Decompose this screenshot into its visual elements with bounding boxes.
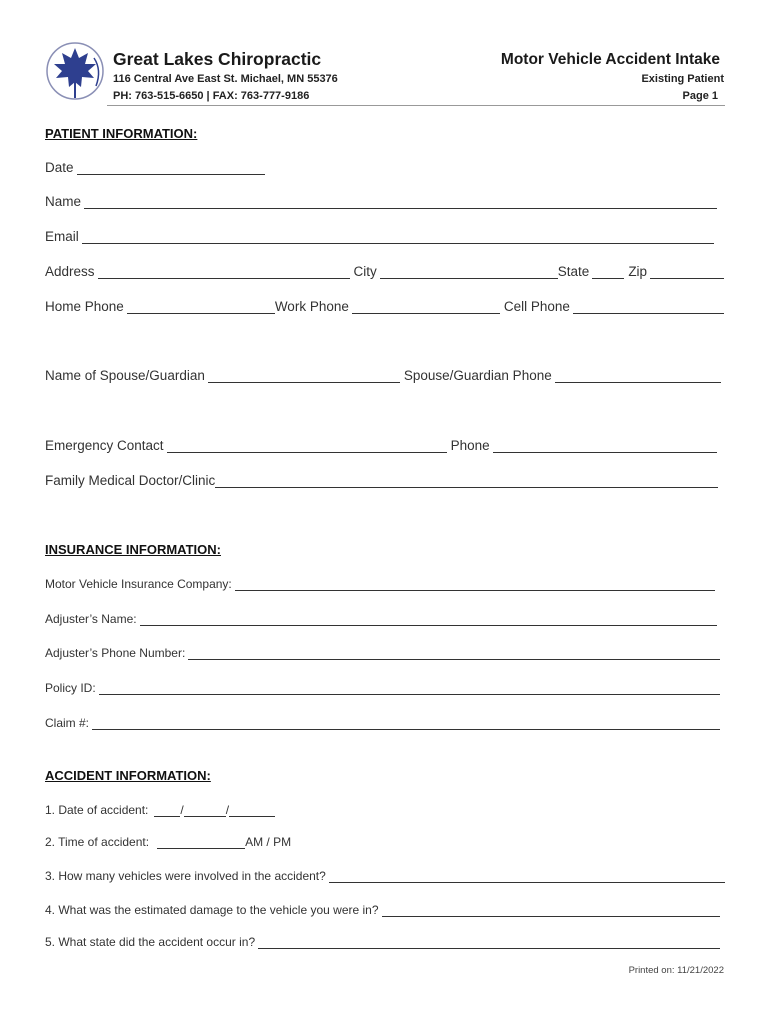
emergency-contact-line[interactable] — [167, 438, 447, 453]
state-line[interactable] — [592, 264, 624, 279]
email-field[interactable] — [45, 229, 714, 244]
insurance-company-field[interactable] — [45, 576, 715, 591]
accident-state-field[interactable] — [45, 934, 720, 949]
insurance-company-label: Motor Vehicle Insurance Company: — [45, 577, 232, 591]
q5-label: 5. What state did the accident occur in? — [45, 935, 256, 949]
adjuster-name-label: Adjuster’s Name: — [45, 612, 137, 626]
cell-phone-line[interactable] — [573, 299, 724, 314]
form-subtitle: Existing Patient — [641, 73, 724, 85]
state-label: State — [557, 264, 590, 279]
adjuster-phone-label: Adjuster’s Phone Number: — [45, 646, 186, 660]
vehicles-line[interactable] — [329, 868, 725, 883]
q1-label: 1. Date of accident: — [45, 803, 149, 817]
city-line[interactable] — [380, 264, 558, 279]
home-phone-line[interactable] — [127, 299, 275, 314]
emergency-row — [45, 438, 717, 453]
accident-day-line[interactable] — [184, 802, 226, 817]
date-line[interactable] — [77, 160, 265, 175]
family-doctor-label: Family Medical Doctor/Clinic — [45, 473, 216, 488]
damage-field[interactable] — [45, 902, 720, 917]
am-pm-label: AM / PM — [245, 835, 292, 849]
adjuster-phone-line[interactable] — [188, 645, 720, 660]
header-divider — [107, 105, 725, 106]
policy-id-line[interactable] — [99, 680, 720, 695]
email-line[interactable] — [82, 229, 714, 244]
q4-label: 4. What was the estimated damage to the vehicle you were in? — [45, 903, 379, 917]
claim-label: Claim #: — [45, 716, 90, 730]
clinic-address: 116 Central Ave East St. Michael, MN 55376 — [113, 73, 338, 85]
accident-year-line[interactable] — [229, 802, 275, 817]
work-phone-line[interactable] — [352, 299, 500, 314]
cell-phone-label: Cell Phone — [503, 299, 570, 314]
spouse-name-label: Name of Spouse/Guardian — [45, 368, 205, 383]
family-doctor-line[interactable] — [215, 473, 718, 488]
adjuster-name-line[interactable] — [140, 611, 717, 626]
printed-date: Printed on: 11/21/2022 — [628, 965, 724, 976]
claim-line[interactable] — [92, 715, 720, 730]
clinic-logo — [44, 40, 106, 102]
damage-line[interactable] — [382, 902, 720, 917]
work-phone-label: Work Phone — [274, 299, 349, 314]
name-line[interactable] — [84, 194, 717, 209]
spouse-row — [45, 368, 721, 383]
name-field[interactable] — [45, 194, 717, 209]
insurance-info-heading: INSURANCE INFORMATION: — [45, 542, 221, 557]
clinic-name: Great Lakes Chiropractic — [113, 49, 322, 69]
patient-info-heading: PATIENT INFORMATION: — [45, 126, 198, 141]
accident-time-field — [45, 834, 291, 849]
accident-month-line[interactable] — [154, 802, 180, 817]
date-slash-1: / — [180, 803, 184, 817]
adjuster-phone-field[interactable] — [45, 645, 720, 660]
address-line[interactable] — [98, 264, 350, 279]
q3-label: 3. How many vehicles were involved in the accident? — [45, 869, 326, 883]
maple-leaf-icon — [44, 40, 106, 102]
policy-id-field[interactable] — [45, 680, 720, 695]
home-phone-label: Home Phone — [45, 299, 124, 314]
spouse-phone-label: Spouse/Guardian Phone — [403, 368, 552, 383]
date-label: Date — [45, 160, 74, 175]
accident-info-heading: ACCIDENT INFORMATION: — [45, 768, 211, 783]
zip-line[interactable] — [650, 264, 724, 279]
emergency-phone-line[interactable] — [493, 438, 717, 453]
emergency-contact-label: Emergency Contact — [45, 438, 164, 453]
date-field[interactable] — [45, 160, 265, 175]
vehicles-field[interactable] — [45, 868, 725, 883]
family-doctor-field[interactable] — [45, 473, 718, 488]
policy-id-label: Policy ID: — [45, 681, 96, 695]
city-label: City — [353, 264, 377, 279]
phones-row — [45, 299, 724, 314]
name-label: Name — [45, 194, 82, 209]
page-label: Page 1 — [682, 90, 718, 102]
accident-time-line[interactable] — [157, 834, 245, 849]
adjuster-name-field[interactable] — [45, 611, 717, 626]
email-label: Email — [45, 229, 79, 244]
form-title: Motor Vehicle Accident Intake — [500, 51, 720, 68]
spouse-phone-line[interactable] — [555, 368, 721, 383]
accident-date-field — [45, 802, 275, 817]
address-row — [45, 264, 724, 279]
insurance-company-line[interactable] — [235, 576, 715, 591]
emergency-phone-label: Phone — [450, 438, 490, 453]
address-label: Address — [45, 264, 95, 279]
spouse-name-line[interactable] — [208, 368, 400, 383]
claim-field[interactable] — [45, 715, 720, 730]
q2-label: 2. Time of accident: — [45, 835, 150, 849]
clinic-phone: PH: 763-515-6650 | FAX: 763-777-9186 — [113, 90, 310, 102]
accident-state-line[interactable] — [258, 934, 720, 949]
date-slash-2: / — [225, 803, 230, 817]
zip-label: Zip — [628, 264, 648, 279]
